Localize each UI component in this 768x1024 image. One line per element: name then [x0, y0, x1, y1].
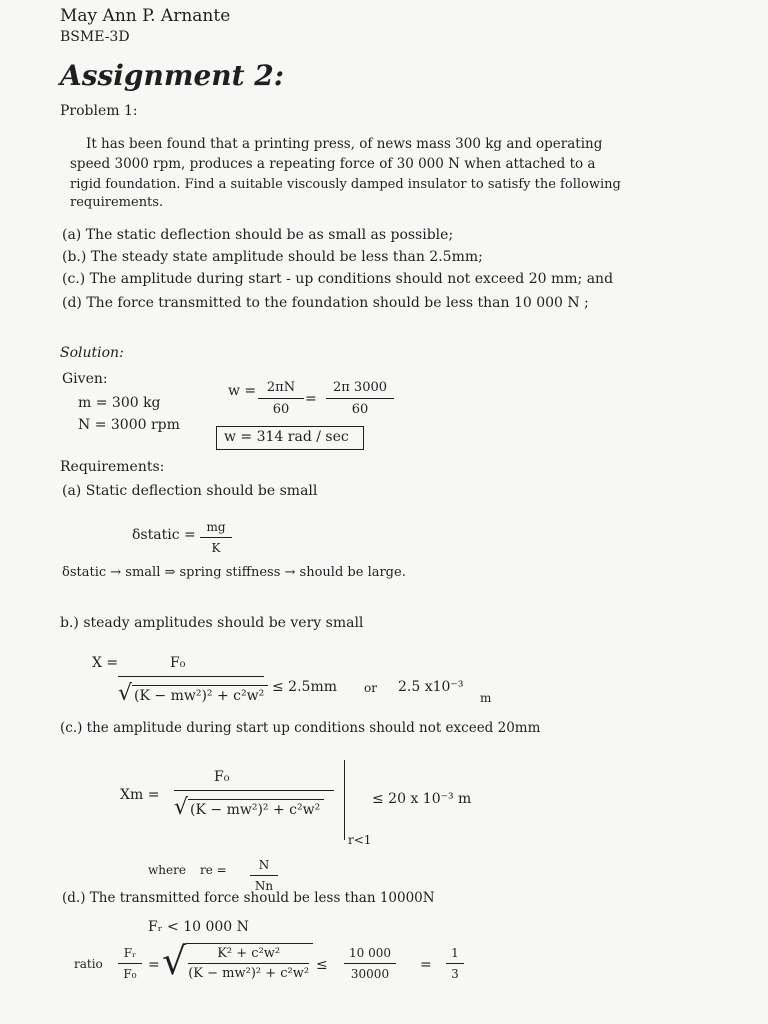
omega-f1-denominator: 60 — [272, 402, 290, 417]
sol-c-lhs: Xm = — [120, 787, 160, 803]
fraction-bar — [344, 963, 396, 964]
requirement-d: (d) The force transmitted to the foundation should be less than 10 000 N ; — [62, 295, 589, 311]
fraction-bar — [258, 398, 304, 399]
sol-b-fraction-bar — [118, 676, 264, 677]
fraction-bar — [200, 537, 232, 538]
problem-line-2: speed 3000 rpm, produces a repeating force of 30 000 N when attached to a — [70, 156, 596, 172]
sol-d-sqrt — [162, 939, 313, 983]
omega-f2-denominator: 60 — [351, 402, 369, 417]
omega-fraction-2 — [326, 380, 394, 417]
fraction-bar — [446, 963, 464, 964]
requirement-b: (b.) The steady state amplitude should be less than 2.5mm; — [62, 249, 483, 265]
sol-d-sqrt-body — [186, 943, 313, 980]
sol-d-text: (d.) The transmitted force should be less than 10000N — [62, 890, 435, 906]
sol-d-result-numerator: 1 — [451, 946, 459, 960]
problem-line-4: requirements. — [70, 195, 164, 210]
sol-c-denominator: (K − mw²)² + c²w² — [188, 799, 324, 817]
sqrt-icon: √ — [118, 681, 133, 706]
sol-d-condition: Fᵣ < 10 000 N — [148, 919, 249, 935]
sol-d-sqrt-numerator: K² + c²w² — [217, 945, 281, 961]
sol-c-where-fraction — [250, 858, 278, 893]
sol-c-where-denominator: Nn — [254, 879, 274, 893]
fraction-bar — [326, 398, 394, 399]
page-title: Assignment 2: — [60, 59, 285, 92]
sol-c-numerator: F₀ — [214, 769, 230, 785]
sol-d-lhs-fraction — [118, 946, 142, 981]
sol-c-where-lhs: re = — [200, 863, 227, 877]
sol-c-text: (c.) the amplitude during start up conditions should not exceed 20mm — [60, 720, 541, 736]
sol-c-where: where — [148, 863, 186, 877]
sol-d-value-fraction — [344, 946, 396, 981]
sol-d-ratio-label: ratio — [74, 957, 103, 971]
sol-b-denominator: (K − mw²)² + c²w² — [132, 685, 268, 703]
omega-f1-numerator: 2πN — [266, 380, 296, 395]
sol-c-evaluation-bar — [344, 760, 345, 840]
sqrt-icon: √ — [162, 939, 187, 983]
omega-f2-numerator: 2π 3000 — [332, 380, 388, 395]
solution-label: Solution: — [60, 345, 124, 361]
sol-b-lhs: X = — [92, 655, 119, 671]
sol-a-lhs: δstatic = — [132, 527, 196, 543]
sol-d-lhs-numerator: Fᵣ — [123, 946, 137, 960]
given-label: Given: — [62, 371, 108, 387]
omega-equals: = — [305, 391, 317, 407]
sol-a-fraction — [200, 520, 232, 555]
requirements-label: Requirements: — [60, 459, 165, 475]
sol-c-sqrt — [174, 797, 324, 819]
sol-d-le: ≤ — [316, 957, 328, 973]
sol-d-equals: = — [148, 957, 160, 973]
sol-b-numerator: F₀ — [170, 655, 186, 671]
sol-b-or: or — [364, 681, 377, 695]
requirement-a: (a) The static deflection should be as small as possible; — [62, 227, 454, 243]
sol-d-result-denominator: 3 — [451, 967, 459, 981]
omega-fraction-1 — [258, 380, 304, 417]
problem-line-3: rigid foundation. Find a suitable viscously damped insulator to satisfy the following — [70, 177, 621, 192]
sol-a-numerator: mg — [206, 520, 226, 534]
fraction-bar — [118, 963, 142, 964]
omega-result: w = 314 rad / sec — [224, 429, 349, 445]
fraction-bar — [250, 875, 278, 876]
given-speed: N = 3000 rpm — [78, 417, 180, 433]
given-mass: m = 300 kg — [78, 395, 161, 411]
sol-a-text: (a) Static deflection should be small — [62, 483, 318, 499]
sol-d-value-numerator: 10 000 — [349, 946, 391, 960]
omega-lhs: w = — [228, 383, 257, 399]
problem-line-1: It has been found that a printing press, of news mass 300 kg and operating — [86, 136, 603, 152]
problem-label: Problem 1: — [60, 103, 138, 119]
sol-b-condition: ≤ 2.5mm — [272, 679, 337, 695]
sol-d-equals-2: = — [420, 957, 432, 973]
sol-c-where-numerator: N — [258, 858, 270, 872]
sol-d-sqrt-denominator: (K − mw²)² + c²w² — [188, 965, 310, 981]
requirement-c: (c.) The amplitude during start - up conditions should not exceed 20 mm; and — [62, 271, 614, 287]
sol-c-fraction-bar — [174, 790, 334, 791]
student-section: BSME-3D — [60, 29, 130, 45]
sol-b-alt: 2.5 x10⁻³ — [398, 679, 464, 695]
sol-d-lhs-denominator: F₀ — [123, 967, 137, 981]
sol-c-condition: ≤ 20 x 10⁻³ m — [372, 791, 472, 807]
sol-b-text: b.) steady amplitudes should be very small — [60, 615, 364, 631]
sol-b-sqrt — [118, 683, 268, 705]
sol-a-note: δstatic → small ⇒ spring stiffness → should be large. — [62, 565, 406, 580]
sqrt-icon: √ — [174, 795, 189, 820]
sol-a-denominator: K — [211, 541, 221, 555]
sol-b-unit: m — [480, 691, 492, 705]
student-name: May Ann P. Arnante — [60, 6, 231, 26]
sol-d-result-fraction — [446, 946, 464, 981]
sol-d-value-denominator: 30000 — [350, 967, 390, 981]
fraction-bar — [188, 963, 309, 964]
sol-c-bar-note: r<1 — [348, 833, 372, 847]
